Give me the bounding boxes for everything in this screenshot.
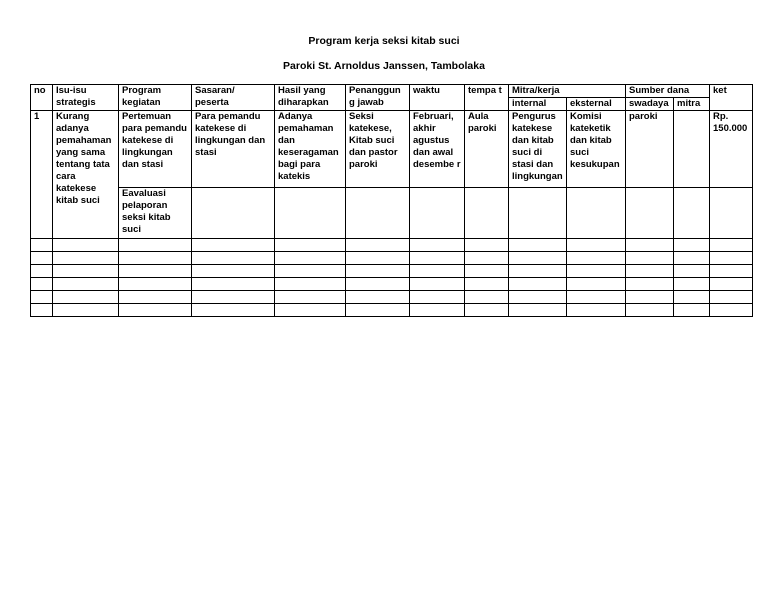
header-hasil: Hasil yang diharapkan [275,85,346,111]
empty-row [31,304,753,317]
cell-mitra [674,111,710,188]
cell-empty [346,188,410,239]
cell-penanggung: Seksi katekese, Kitab suci dan pastor paroki [346,111,410,188]
cell-isu: Kurang adanya pemahaman yang sama tentang tata cara katekese kitab suci [53,111,119,239]
cell-empty [465,188,509,239]
empty-row [31,252,753,265]
table-row [31,188,753,239]
work-program-table [30,84,753,317]
cell-empty [567,188,626,239]
header-tempat: tempa t [465,85,509,111]
cell-internal: Pengurus katekese dan kitab suci di stasi dan lingkungan [509,111,567,188]
header-row [31,85,753,98]
cell-program-1: Pertemuan para pemandu katekese di lingkungan dan stasi [119,111,192,188]
table-row [31,111,753,188]
cell-no: 1 [31,111,53,239]
cell-waktu: Februari, akhir agustus dan awal desembe r [410,111,465,188]
cell-empty [626,188,674,239]
header-program: Program kegiatan [119,85,192,111]
cell-swadaya: paroki [626,111,674,188]
empty-row [31,291,753,304]
header-sumber: Sumber dana [626,85,710,98]
document-subtitle: Paroki St. Arnoldus Janssen, Tambolaka [283,60,485,72]
cell-sasaran: Para pemandu katekese di lingkungan dan stasi [192,111,275,188]
header-waktu: waktu [410,85,465,111]
header-mitra-eksternal: eksternal [567,98,626,111]
header-isu: Isu-isu strategis [53,85,119,111]
cell-empty [410,188,465,239]
header-mitra-internal: internal [509,98,567,111]
header-mitra: Mitra/kerja [509,85,626,98]
cell-empty [509,188,567,239]
cell-ket: Rp. 150.000 [710,111,753,188]
header-ket: ket [710,85,753,111]
header-no: no [31,85,53,111]
empty-row [31,265,753,278]
cell-empty [275,188,346,239]
header-sasaran: Sasaran/ peserta [192,85,275,111]
cell-empty [674,188,710,239]
document-title: Program kerja seksi kitab suci [308,35,460,47]
cell-hasil: Adanya pemahaman dan keseragaman bagi para katekis [275,111,346,188]
header-sumber-swadaya: swadaya [626,98,674,111]
cell-empty [710,188,753,239]
header-sumber-mitra: mitra [674,98,710,111]
header-penanggung: Penanggung jawab [346,85,410,111]
empty-row [31,239,753,252]
cell-tempat: Aula paroki [465,111,509,188]
cell-eksternal: Komisi kateketik dan kitab suci kesukupan [567,111,626,188]
cell-program-2: Eavaluasi pelaporan seksi kitab suci [119,188,192,239]
cell-empty [192,188,275,239]
empty-row [31,278,753,291]
